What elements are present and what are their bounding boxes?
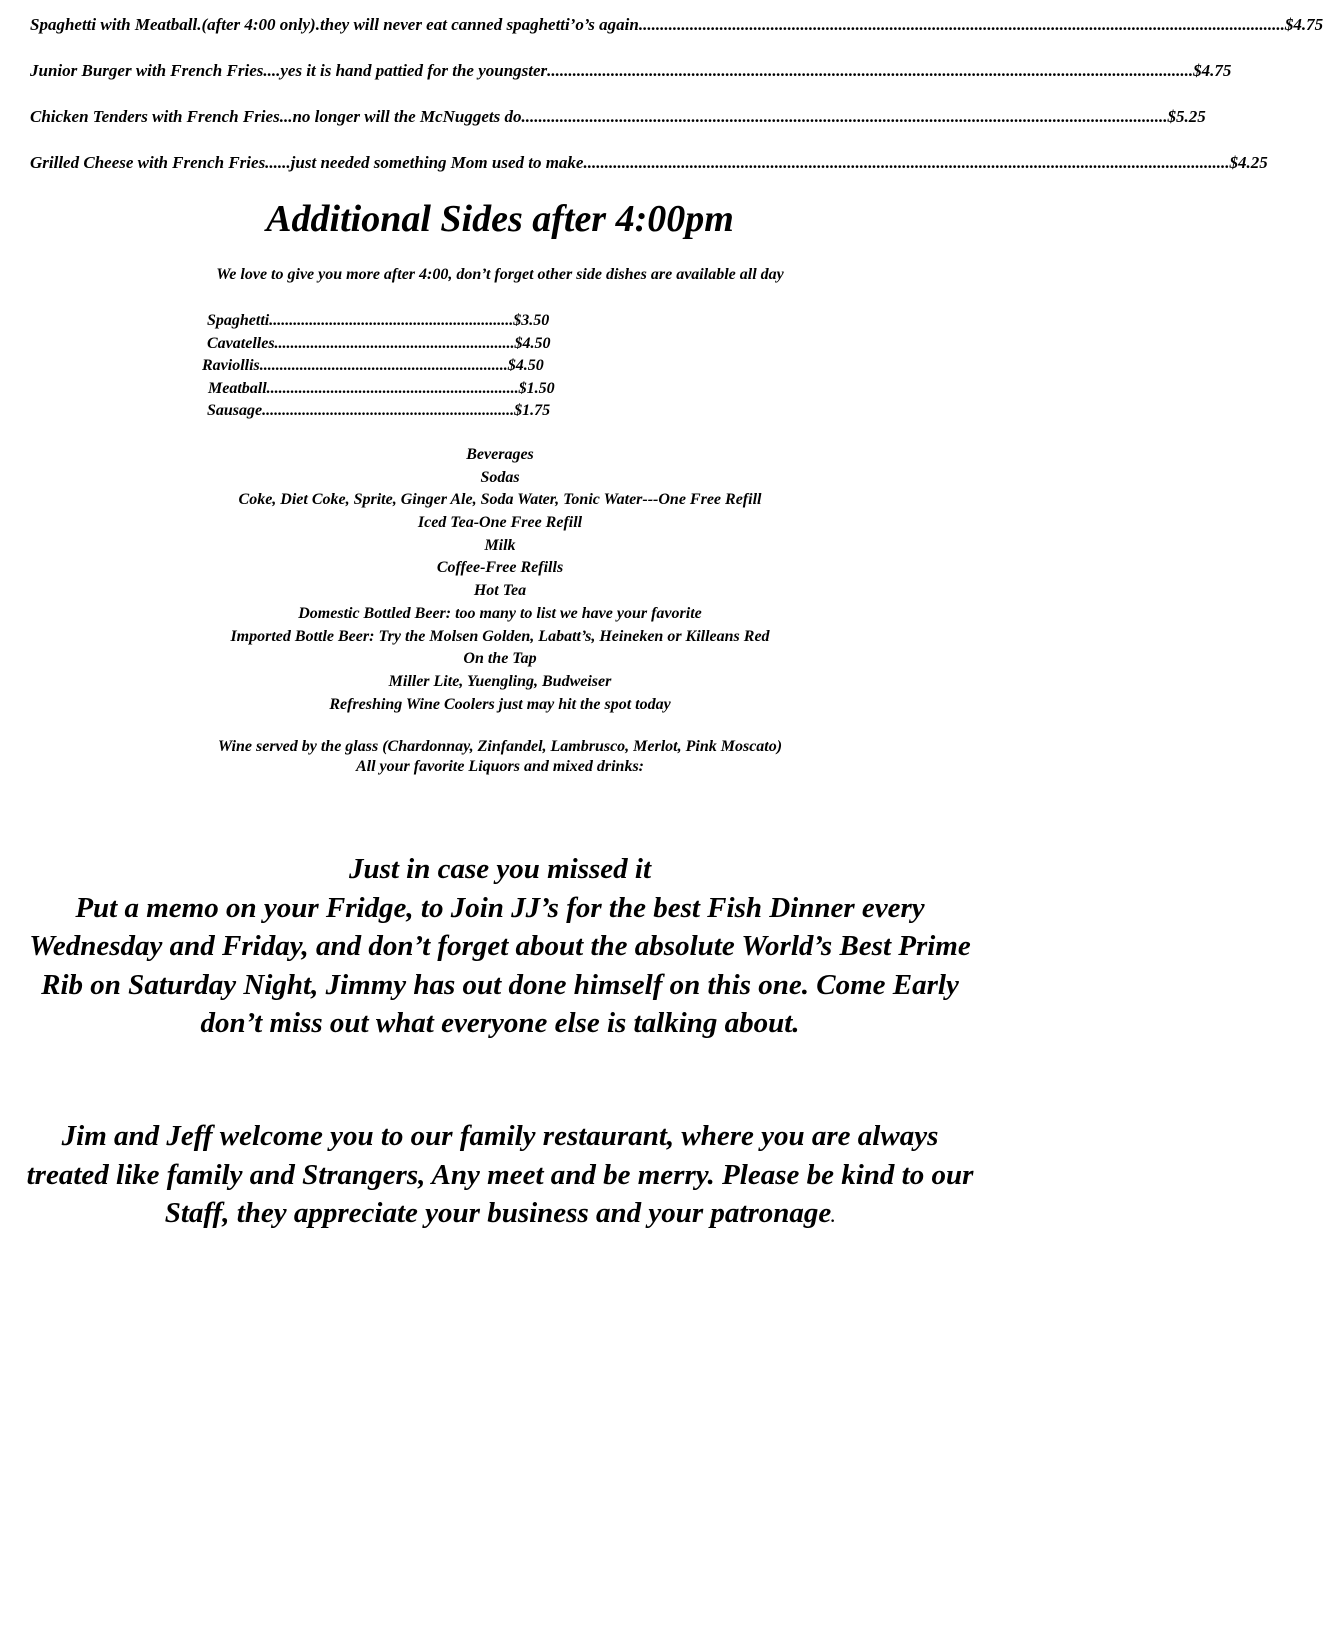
beverage-line: Milk bbox=[484, 536, 516, 554]
leader-dots: ........................................................................................................................................................ bbox=[583, 153, 1230, 172]
wine-line: Wine served by the glass (Chardonnay, Zinfandel, Lambrusco, Merlot, Pink Moscato) bbox=[217, 738, 783, 755]
wine-section bbox=[0, 737, 1000, 777]
side-item-name: Cavatelles bbox=[207, 334, 275, 352]
beverage-line: Miller Lite, Yuengling, Budweiser bbox=[388, 672, 612, 690]
sides-title: Additional Sides after 4:00pm bbox=[266, 198, 734, 240]
side-item-name: Sausage bbox=[207, 402, 263, 419]
memo-section bbox=[25, 850, 975, 1043]
leader-dots: ............................................................... bbox=[262, 402, 515, 419]
beverage-line: Sodas bbox=[480, 468, 520, 486]
menu-item-price: $4.75 bbox=[1284, 15, 1323, 34]
beverage-line: Imported Bottle Beer: Try the Molsen Golden, Labatt’s, Heineken or Killeans Red bbox=[230, 627, 770, 645]
menu-item bbox=[30, 107, 1206, 127]
liquor-line: All your favorite Liquors and mixed drinks: bbox=[355, 758, 645, 775]
menu-item-text: Chicken Tenders with French Fries...no longer will the McNuggets do bbox=[30, 107, 522, 126]
side-item bbox=[200, 378, 650, 401]
side-item bbox=[200, 355, 650, 378]
leader-dots: ........................................................................................................................................................ bbox=[638, 15, 1285, 34]
side-item-price: $4.50 bbox=[514, 334, 551, 352]
menu-item-text: Grilled Cheese with French Fries......just needed something Mom used to make bbox=[30, 153, 584, 172]
beverage-line: On the Tap bbox=[463, 650, 537, 668]
side-item bbox=[200, 333, 650, 356]
menu-item bbox=[30, 153, 1268, 173]
leader-dots: ............................................................. bbox=[269, 312, 514, 329]
sides-list bbox=[200, 310, 650, 423]
side-item-name: Raviollis bbox=[202, 357, 260, 374]
side-item bbox=[200, 400, 650, 423]
menu-item-price: $5.25 bbox=[1167, 107, 1206, 126]
leader-dots: ............................................................ bbox=[274, 334, 515, 352]
menu-item-text: Spaghetti with Meatball.(after 4:00 only).they will never eat canned spaghetti’o’s again bbox=[30, 15, 639, 34]
welcome-period: . bbox=[831, 1209, 836, 1226]
side-item-price: $1.75 bbox=[514, 402, 551, 419]
memo-body: Put a memo on your Fridge, to Join JJ’s for the best Fish Dinner every Wednesday and Friday, and don’t forget about the absolute World’s Best Prime Rib on Saturday Night, Jimmy has out done himself on this one. Come Early don’t miss out what everyone else is talking about. bbox=[29, 891, 971, 1039]
menu-item-price: $4.75 bbox=[1193, 61, 1232, 80]
beverage-line: Hot Tea bbox=[473, 582, 527, 600]
beverages-heading: Beverages bbox=[466, 446, 534, 463]
sides-subtitle: We love to give you more after 4:00, don’t forget other side dishes are available all day bbox=[216, 266, 784, 283]
menu-item-text: Junior Burger with French Fries....yes it is hand pattied for the youngster bbox=[30, 61, 548, 80]
leader-dots: ........................................................................................................................................................ bbox=[521, 107, 1168, 126]
side-item-price: $3.50 bbox=[513, 312, 550, 329]
kids-menu-list bbox=[30, 15, 1323, 199]
leader-dots: ............................................................... bbox=[266, 379, 519, 397]
beverages-section bbox=[0, 444, 1000, 716]
side-item-price: $4.50 bbox=[507, 357, 544, 374]
side-item bbox=[200, 310, 650, 333]
menu-item-price: $4.25 bbox=[1229, 153, 1268, 172]
beverage-line: Coffee-Free Refills bbox=[436, 559, 564, 577]
leader-dots: ........................................................................................................................................................ bbox=[547, 61, 1194, 80]
leader-dots: .............................................................. bbox=[259, 357, 508, 374]
menu-item bbox=[30, 61, 1232, 81]
side-item-name: Spaghetti bbox=[207, 312, 270, 329]
welcome-body: Jim and Jeff welcome you to our family restaurant, where you are always treated like family and Strangers, Any meet and be merry. Please be kind to our Staff, they appreciate your business and your patronage bbox=[26, 1120, 974, 1229]
menu-item bbox=[30, 15, 1323, 35]
beverage-line: Domestic Bottled Beer: too many to list we have your favorite bbox=[298, 604, 702, 622]
welcome-section bbox=[25, 1117, 975, 1238]
side-item-price: $1.50 bbox=[518, 379, 555, 397]
beverage-line: Iced Tea-One Free Refill bbox=[417, 514, 583, 532]
beverage-line: Refreshing Wine Coolers just may hit the spot today bbox=[329, 695, 671, 713]
side-item-name: Meatball bbox=[208, 379, 267, 397]
beverage-line: Coke, Diet Coke, Sprite, Ginger Ale, Soda Water, Tonic Water---One Free Refill bbox=[238, 491, 762, 509]
memo-heading: Just in case you missed it bbox=[348, 853, 652, 885]
